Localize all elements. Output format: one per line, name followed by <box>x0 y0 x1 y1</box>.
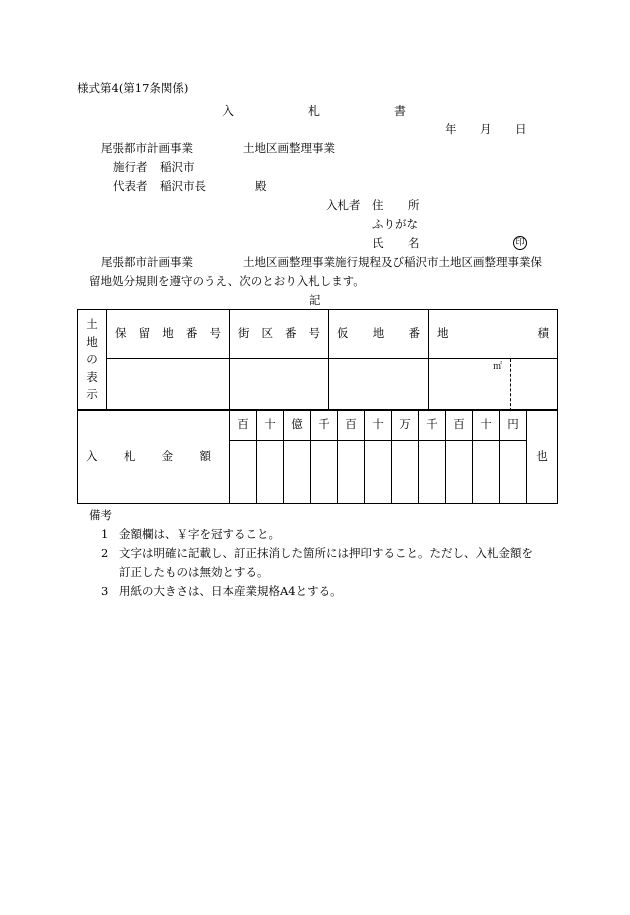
land-label-char: の <box>86 352 98 367</box>
representative-value: 稲沢市長 <box>160 179 206 193</box>
temp-lot-value[interactable] <box>329 359 429 411</box>
digit-unit-hundred-thousand: 十 <box>365 410 392 441</box>
date-month: 月 <box>480 122 492 136</box>
header-temp-lot <box>329 310 429 359</box>
digit-unit-million-hundred: 百 <box>338 410 365 441</box>
digit-input[interactable] <box>419 441 446 504</box>
header-reserved-lot <box>107 310 230 359</box>
bidder-name-char-1: 氏 <box>372 236 384 250</box>
bid-label-char: 金 <box>161 448 174 463</box>
bidder-address-char-2: 所 <box>408 198 420 212</box>
notes-title: 備考 <box>89 508 112 522</box>
digit-input[interactable] <box>392 441 419 504</box>
bid-amount-table <box>77 409 558 504</box>
digit-input[interactable] <box>230 441 257 504</box>
header-char: 番 <box>285 326 297 341</box>
header-char: 留 <box>138 326 151 341</box>
representative-label: 代表者 <box>113 179 148 193</box>
note-2-text: 文字は明確に記載し、訂正抹消した箇所には押印すること。ただし、入札金額を <box>119 546 533 560</box>
digit-unit-ten-thousand: 万 <box>392 410 419 441</box>
note-1-num: 1 <box>101 527 109 541</box>
digit-unit-thousand: 千 <box>419 410 446 441</box>
bidder-furigana: ふりがな <box>372 217 418 231</box>
digit-unit-hundred: 百 <box>446 410 473 441</box>
land-label-char: 地 <box>86 334 98 349</box>
digit-input[interactable] <box>500 441 527 504</box>
bid-label-char: 札 <box>123 448 136 463</box>
digit-unit-ten-billion: 十 <box>257 410 284 441</box>
title-char-1: 入 <box>222 104 235 118</box>
digit-input[interactable] <box>284 441 311 504</box>
header-char: 地 <box>162 326 174 341</box>
header-char: 号 <box>308 326 320 341</box>
digit-input[interactable] <box>311 441 338 504</box>
header-char: 街 <box>238 326 250 341</box>
digit-unit-hundred-billion: 百 <box>230 410 257 441</box>
header-char: 仮 <box>337 326 349 341</box>
reserved-lot-value[interactable] <box>107 359 230 411</box>
bidder-label: 入札者 <box>326 198 361 212</box>
date-day: 日 <box>515 122 527 136</box>
statement-line1-right: 土地区画整理事業施行規程及び稲沢市土地区画整理事業保 <box>243 255 542 269</box>
title-char-3: 書 <box>394 104 407 118</box>
digit-input[interactable] <box>446 441 473 504</box>
date-year: 年 <box>445 122 457 136</box>
digit-unit-ten: 十 <box>473 410 500 441</box>
statement-line2: 留地処分規則を遵守のうえ、次のとおり入札します。 <box>89 274 365 288</box>
bid-label-char: 入 <box>86 448 98 463</box>
suffix-cell: 也 <box>527 410 558 504</box>
digit-input[interactable] <box>257 441 284 504</box>
seal-mark: 印 <box>513 236 527 250</box>
header-char: 保 <box>115 326 127 341</box>
header-char: 区 <box>261 326 273 341</box>
area-unit: ㎡ <box>493 362 503 372</box>
header-char: 積 <box>537 326 549 341</box>
note-3-text: 用紙の大きさは、日本産業規格A4とする。 <box>119 584 342 598</box>
header-area <box>429 310 558 359</box>
representative-honorific: 殿 <box>255 179 267 193</box>
block-number-value[interactable] <box>230 359 329 411</box>
header-char: 地 <box>437 326 449 341</box>
digit-input[interactable] <box>365 441 392 504</box>
ki-label: 記 <box>309 293 321 307</box>
bid-label-char: 額 <box>199 448 211 463</box>
decimal-divider <box>510 359 511 411</box>
project-name-right: 土地区画整理事業 <box>243 141 335 155</box>
digit-unit-hundred-million-thousand: 千 <box>311 410 338 441</box>
header-char: 番 <box>408 326 420 341</box>
digit-input[interactable] <box>473 441 500 504</box>
land-label-char: 表 <box>86 369 98 384</box>
header-char: 番 <box>185 326 198 341</box>
land-label-char: 示 <box>86 387 98 402</box>
note-2-num: 2 <box>101 546 109 560</box>
note-2-text-cont: 訂正したものは無効とする。 <box>119 565 269 579</box>
bid-amount-label-cell <box>78 410 230 504</box>
note-3-num: 3 <box>101 584 109 598</box>
project-name-left: 尾張都市計画事業 <box>101 141 193 155</box>
digit-unit-billion: 億 <box>284 410 311 441</box>
digit-input[interactable] <box>338 441 365 504</box>
land-label-char: 土 <box>86 317 98 332</box>
header-char: 号 <box>209 326 221 341</box>
land-label-cell <box>78 310 107 411</box>
note-1-text: 金額欄は、￥字を冠すること。 <box>119 527 280 541</box>
bidder-address-char-1: 住 <box>372 198 384 212</box>
form-id: 様式第4(第17条関係) <box>77 81 189 95</box>
title-char-2: 札 <box>308 104 321 118</box>
area-value[interactable] <box>429 359 558 411</box>
statement-line1-left: 尾張都市計画事業 <box>101 255 193 269</box>
land-table <box>77 309 558 411</box>
header-block-number <box>230 310 329 359</box>
bidder-name-char-2: 名 <box>408 236 420 250</box>
implementer-value: 稲沢市 <box>160 160 195 174</box>
digit-unit-yen: 円 <box>500 410 527 441</box>
header-char: 地 <box>372 326 385 341</box>
implementer-label: 施行者 <box>113 160 148 174</box>
